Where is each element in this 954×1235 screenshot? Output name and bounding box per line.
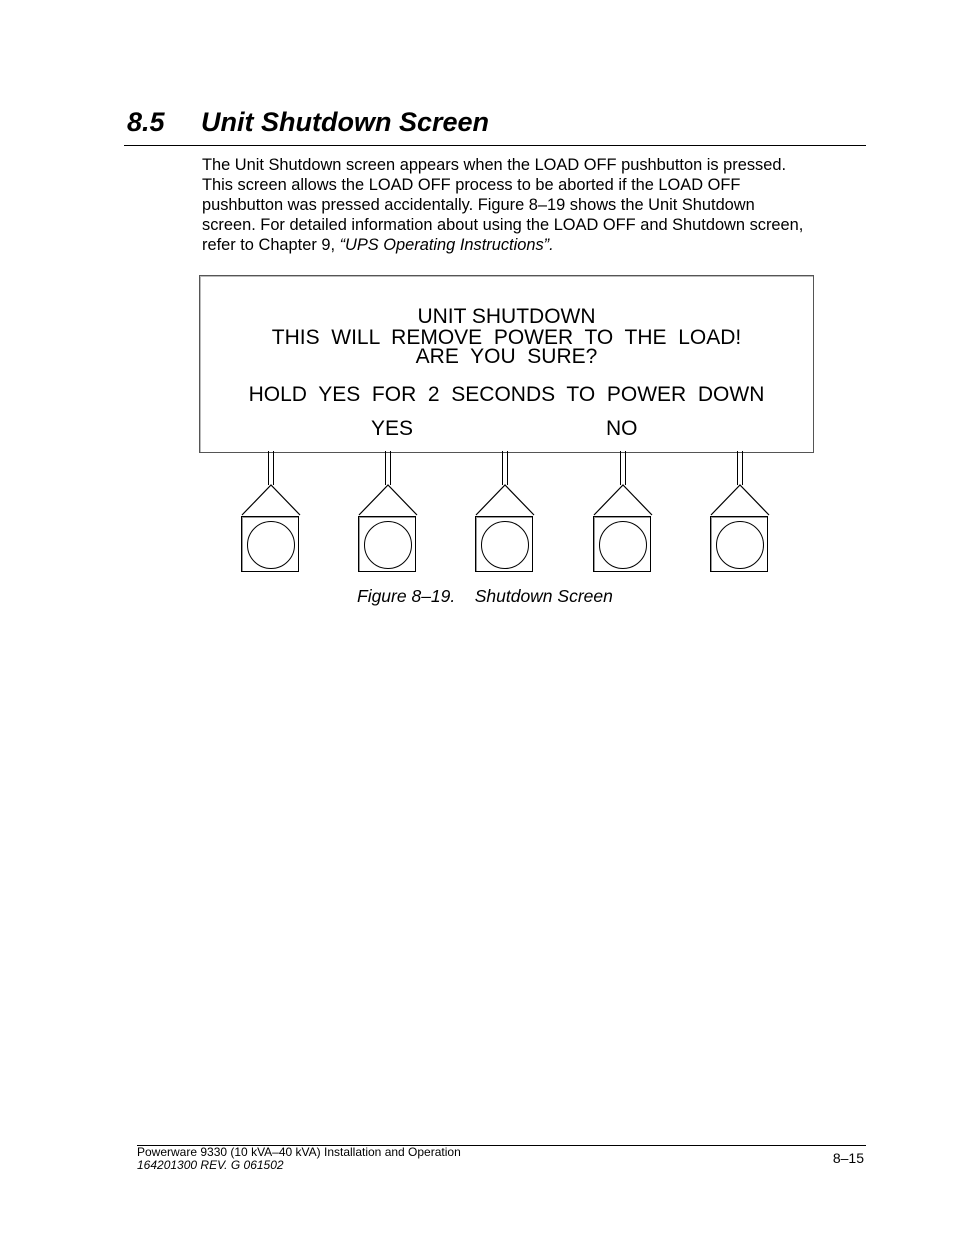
pushbutton-3[interactable]: [475, 516, 533, 572]
paragraph-line: refer to Chapter 9,: [202, 236, 340, 254]
softkey-4: [593, 451, 653, 573]
screen-question: ARE YOU SURE?: [415, 345, 598, 368]
key-stem: [385, 451, 391, 485]
key-stem: [268, 451, 274, 485]
pushbutton-2[interactable]: [358, 516, 416, 572]
key-stem: [502, 451, 508, 485]
pushbutton-1[interactable]: [241, 516, 299, 572]
softkey-2: [358, 451, 418, 573]
softkey-5: [710, 451, 770, 573]
footer-info: [137, 1146, 461, 1172]
pushbutton-4[interactable]: [593, 516, 651, 572]
screen-warning: THIS WILL REMOVE POWER TO THE LOAD!: [271, 326, 742, 349]
softkey-3: [475, 451, 535, 573]
button-circle-icon: [716, 521, 764, 569]
screen-title: UNIT SHUTDOWN: [417, 305, 596, 328]
key-pointer-icon: [475, 484, 535, 516]
paragraph-line: pushbutton was pressed accidentally. Figure 8–19 shows the Unit Shutdown: [202, 196, 755, 214]
key-stem: [620, 451, 626, 485]
intro-paragraph: [202, 155, 862, 255]
key-pointer-icon: [241, 484, 301, 516]
pushbutton-5[interactable]: [710, 516, 768, 572]
paragraph-line: screen. For detailed information about using the LOAD OFF and Shutdown screen,: [202, 216, 804, 234]
button-circle-icon: [481, 521, 529, 569]
key-pointer-icon: [710, 484, 770, 516]
paragraph-line-last: [202, 235, 862, 255]
button-circle-icon: [599, 521, 647, 569]
paragraph-line: The Unit Shutdown screen appears when the LOAD OFF pushbutton is pressed.: [202, 156, 787, 174]
key-pointer-icon: [593, 484, 653, 516]
paragraph-line: This screen allows the LOAD OFF process to be aborted if the LOAD OFF: [202, 176, 741, 194]
footer-product: Powerware 9330 (10 kVA–40 kVA) Installation and Operation: [137, 1145, 461, 1159]
section-heading: [127, 107, 489, 138]
yes-softkey-label: YES: [371, 417, 414, 440]
screen-instruction: HOLD YES FOR 2 SECONDS TO POWER DOWN: [248, 383, 765, 406]
softkey-1: [241, 451, 301, 573]
footer-revision: 164201300 REV. G 061502: [137, 1158, 284, 1172]
key-pointer-icon: [358, 484, 418, 516]
heading-divider: [124, 145, 866, 146]
button-circle-icon: [364, 521, 412, 569]
button-circle-icon: [247, 521, 295, 569]
lcd-screen: [199, 275, 814, 453]
section-title: Unit Shutdown Screen: [201, 107, 490, 137]
key-stem: [737, 451, 743, 485]
figure-caption: Figure 8–19. Shutdown Screen: [357, 586, 613, 606]
chapter-reference: “UPS Operating Instructions”.: [339, 236, 554, 254]
section-number: 8.5: [127, 107, 165, 137]
no-softkey-label: NO: [606, 417, 638, 440]
page-number: 8–15: [832, 1150, 864, 1166]
